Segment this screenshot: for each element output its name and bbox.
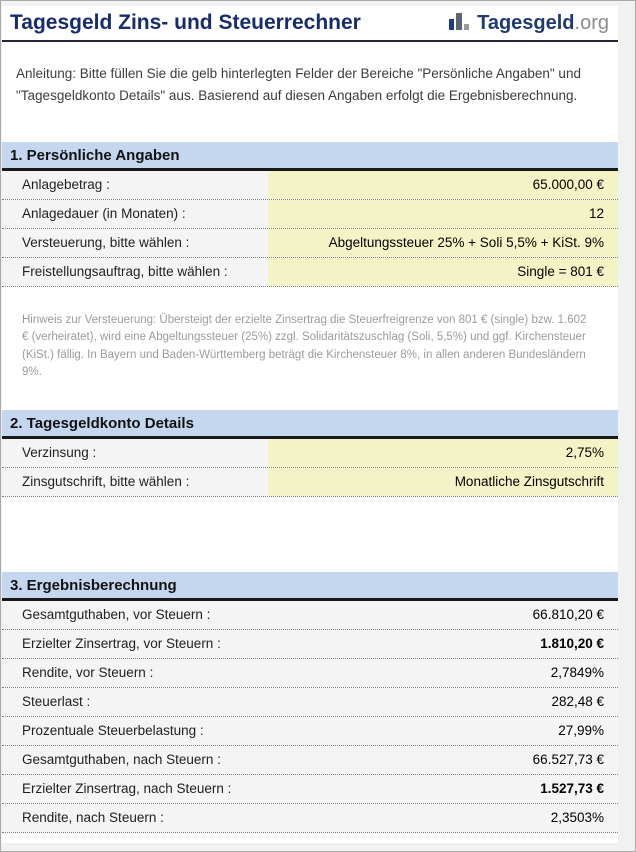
table-row [2, 775, 618, 804]
section-header-persoenliche-angaben: 1. Persönliche Angaben [2, 142, 618, 171]
input-field[interactable]: 2,75% [268, 439, 618, 467]
result-value: 1.527,73 € [268, 775, 618, 803]
row-label: Versteuerung, bitte wählen : [2, 229, 268, 257]
table-row [2, 200, 618, 229]
result-value: 66.527,73 € [268, 746, 618, 774]
row-label: Freistellungsauftrag, bitte wählen : [2, 258, 268, 286]
logo-tld-text: .org [574, 11, 609, 34]
row-label: Anlagebetrag : [2, 171, 268, 199]
brand-logo-link[interactable] [449, 12, 609, 35]
table-row [2, 688, 618, 717]
page-header [2, 6, 618, 42]
bar-chart-icon [449, 13, 471, 30]
result-value: 66.810,20 € [268, 601, 618, 629]
calculator-content [2, 6, 618, 843]
row-label: Steuerlast : [2, 688, 268, 716]
row-label: Rendite, vor Steuern : [2, 659, 268, 687]
result-value: 2,7849% [268, 659, 618, 687]
section-persoenliche-angaben [2, 142, 618, 381]
row-label: Prozentuale Steuerbelastung : [2, 717, 268, 745]
input-field[interactable]: 12 [268, 200, 618, 228]
table-row [2, 601, 618, 630]
input-field[interactable]: Single = 801 € [268, 258, 618, 286]
row-label: Verzinsung : [2, 439, 268, 467]
table-row [2, 630, 618, 659]
row-label: Zinsgutschrift, bitte wählen : [2, 468, 268, 496]
row-label: Erzielter Zinsertrag, vor Steuern : [2, 630, 268, 658]
input-field[interactable]: 65.000,00 € [268, 171, 618, 199]
page-title: Tagesgeld Zins- und Steuerrechner [10, 11, 361, 34]
section-header-ergebnisberechnung: 3. Ergebnisberechnung [2, 572, 618, 601]
section-tagesgeldkonto-details [2, 410, 618, 497]
table-row [2, 229, 618, 258]
row-label: Rendite, nach Steuern : [2, 804, 268, 832]
table-row [2, 171, 618, 200]
sections-container [2, 142, 618, 833]
result-value: 282,48 € [268, 688, 618, 716]
row-label: Gesamtguthaben, vor Steuern : [2, 601, 268, 629]
input-field[interactable]: Monatliche Zinsgutschrift [268, 468, 618, 496]
table-row [2, 804, 618, 833]
table-row [2, 746, 618, 775]
table-row [2, 258, 618, 287]
row-label: Erzielter Zinsertrag, nach Steuern : [2, 775, 268, 803]
instructions-text: Anleitung: Bitte füllen Sie die gelb hinterlegten Felder der Bereiche "Persönliche Angaben" und "Tagesgeldkonto Details" aus. Basierend auf diesen Angaben erfolgt die Ergebnisberechnung. [16, 66, 581, 103]
table-row [2, 468, 618, 497]
table-row [2, 659, 618, 688]
section-header-tagesgeldkonto-details: 2. Tagesgeldkonto Details [2, 410, 618, 439]
row-label: Anlagedauer (in Monaten) : [2, 200, 268, 228]
logo-brand-text: Tagesgeld [477, 11, 575, 34]
result-value: 1.810,20 € [268, 630, 618, 658]
row-label: Gesamtguthaben, nach Steuern : [2, 746, 268, 774]
input-field[interactable]: Abgeltungssteuer 25% + Soli 5,5% + KiSt. 9% [268, 229, 618, 257]
section-ergebnisberechnung [2, 572, 618, 833]
result-value: 27,99% [268, 717, 618, 745]
result-value: 2,3503% [268, 804, 618, 832]
table-row [2, 439, 618, 468]
tax-hint-text: Hinweis zur Versteuerung: Übersteigt der erzielte Zinsertrag die Steuerfreigrenze von 801 € (single) bzw. 1.602 € (verheiratet), wird eine Abgeltungssteuer (25%) zzgl. Solidaritätszuschlag (Soli, 5,5%) und ggf. Kirchensteuer (KiSt.) fällig. In Bayern und Baden-Württemberg beträgt die Kirchensteuer 8%, in allen anderen Bundesländern 9%. [22, 314, 587, 378]
table-row [2, 717, 618, 746]
